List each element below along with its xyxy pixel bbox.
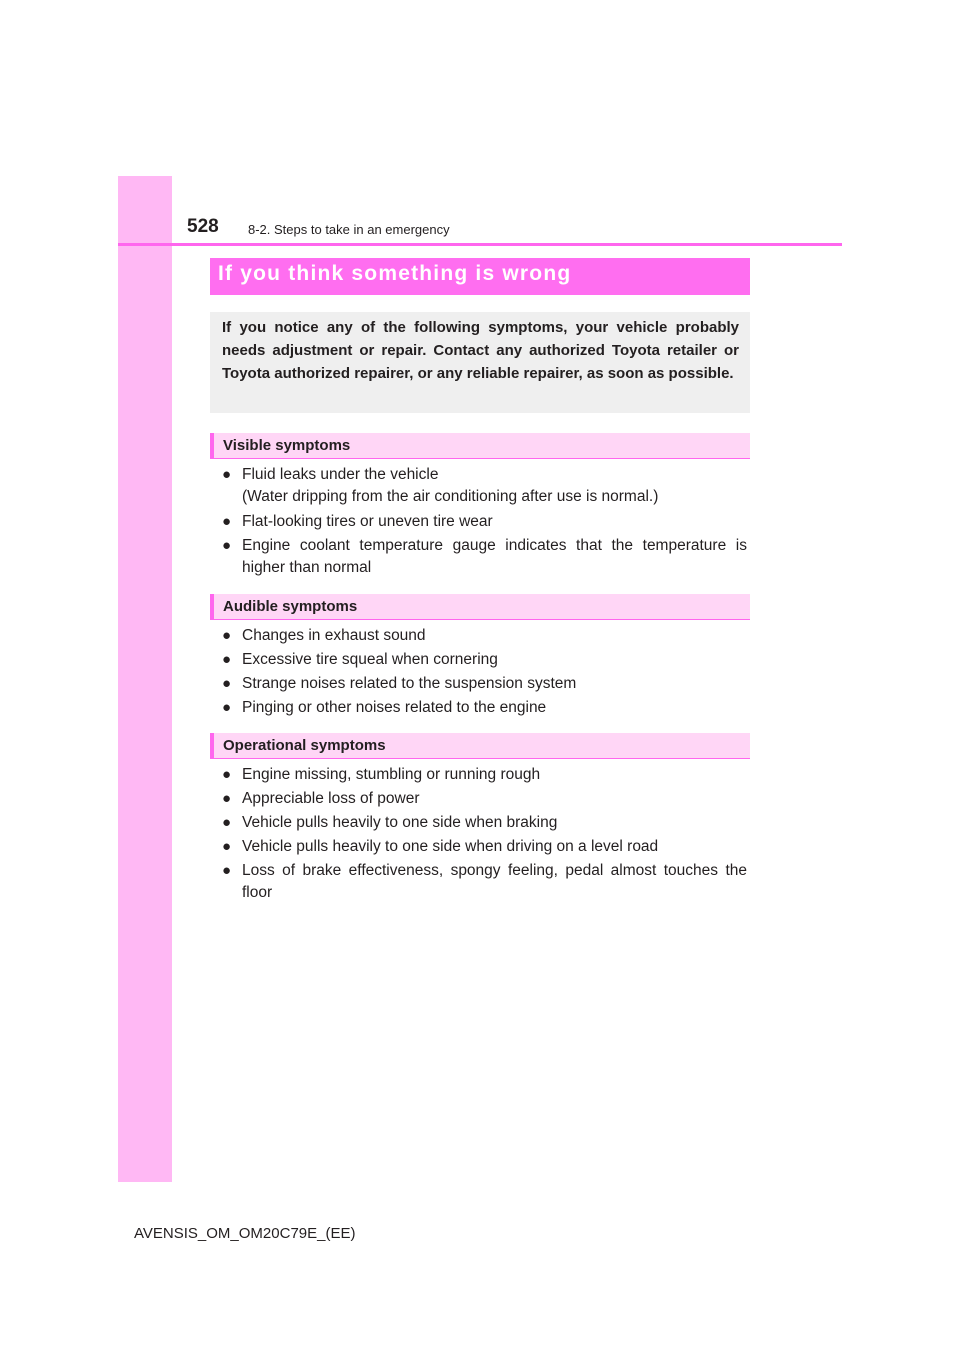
list-item xyxy=(222,836,747,858)
chapter-side-tab xyxy=(118,176,172,1182)
list-item-note: (Water dripping from the air conditioning after use is normal.) xyxy=(242,488,659,505)
list-item xyxy=(222,535,747,579)
list-item-text: Engine missing, stumbling or running rough xyxy=(242,766,541,783)
list-item xyxy=(222,625,747,647)
footer-doc-code: AVENSIS_OM_OM20C79E_(EE) xyxy=(134,1225,356,1242)
intro-box xyxy=(210,312,750,413)
list-item-text: Vehicle pulls heavily to one side when driving on a level road xyxy=(242,838,659,855)
page-title-bar xyxy=(210,258,750,295)
list-item-text: Strange noises related to the suspension system xyxy=(242,675,577,692)
subheading-visible-symptoms xyxy=(210,433,750,459)
list-item xyxy=(222,788,747,810)
bullet-icon: ● xyxy=(222,466,232,483)
bullet-icon: ● xyxy=(222,675,232,692)
list-item xyxy=(222,464,747,508)
list-item xyxy=(222,673,747,695)
list-item-text: Flat-looking tires or uneven tire wear xyxy=(242,513,493,530)
page-title: If you think something is wrong xyxy=(218,262,572,285)
subheading-operational-symptoms xyxy=(210,733,750,759)
header-rule xyxy=(118,243,842,246)
list-item-text: Fluid leaks under the vehicle xyxy=(242,466,439,483)
list-item xyxy=(222,764,747,786)
list-item-text: Vehicle pulls heavily to one side when braking xyxy=(242,814,558,831)
list-item-text: Loss of brake effectiveness, spongy feeling, pedal almost touches the floor xyxy=(242,862,747,901)
bullet-icon: ● xyxy=(222,627,232,644)
list-item xyxy=(222,511,747,533)
list-item-text: Appreciable loss of power xyxy=(242,790,420,807)
list-item xyxy=(222,649,747,671)
section-label: 8-2. Steps to take in an emergency xyxy=(248,222,450,237)
list-item-text: Engine coolant temperature gauge indicates that the temperature is higher than normal xyxy=(242,537,747,576)
bullet-icon: ● xyxy=(222,838,232,855)
list-item xyxy=(222,697,747,719)
bullet-icon: ● xyxy=(222,699,232,716)
list-item-text: Pinging or other noises related to the engine xyxy=(242,699,547,716)
bullet-icon: ● xyxy=(222,513,232,530)
subheading-audible-symptoms xyxy=(210,594,750,620)
page-number: 528 xyxy=(187,216,219,237)
subheading-label: Operational symptoms xyxy=(223,737,386,754)
bullet-icon: ● xyxy=(222,651,232,668)
bullet-icon: ● xyxy=(222,766,232,783)
subheading-label: Audible symptoms xyxy=(223,598,358,615)
subheading-label: Visible symptoms xyxy=(223,437,351,454)
bullet-icon: ● xyxy=(222,814,232,831)
list-item xyxy=(222,860,747,904)
bullet-icon: ● xyxy=(222,862,232,879)
intro-text: If you notice any of the following symptoms, your vehicle probably needs adjustment or repair. Contact any authorized Toyota retailer or Toyota authorized repairer, or any reliable repairer, as soon as possible. xyxy=(222,319,739,382)
list-item-text: Changes in exhaust sound xyxy=(242,627,426,644)
bullet-icon: ● xyxy=(222,790,232,807)
list-item xyxy=(222,812,747,834)
list-item-text: Excessive tire squeal when cornering xyxy=(242,651,498,668)
bullet-icon: ● xyxy=(222,537,232,554)
